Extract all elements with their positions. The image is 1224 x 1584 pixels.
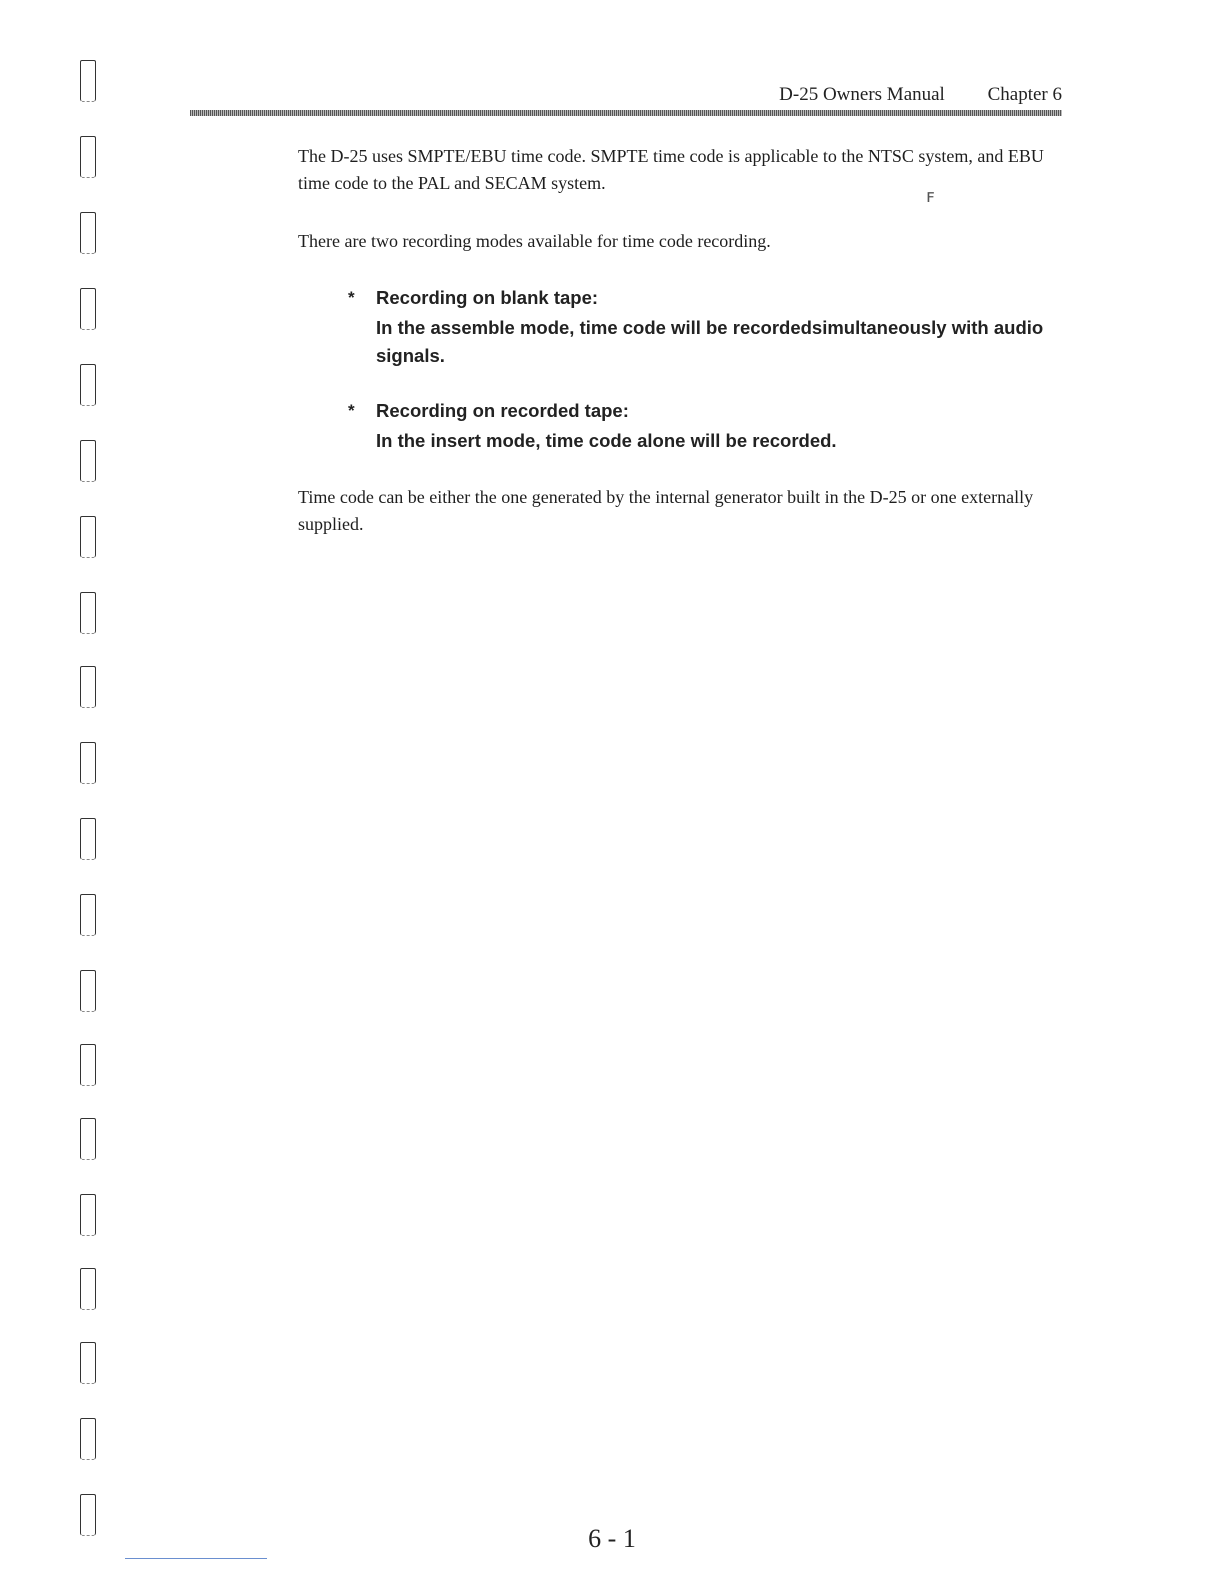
bullet-text: In the insert mode, time code alone will be recorded.: [376, 430, 837, 451]
header-rule: [190, 110, 1062, 116]
punch-hole: [80, 364, 96, 406]
punch-hole: [80, 1342, 96, 1384]
bullet-blank-tape: [348, 284, 1068, 370]
punch-hole: [80, 288, 96, 330]
running-header: [190, 84, 1062, 106]
punch-hole: [80, 516, 96, 558]
paragraph-timecode-source: Time code can be either the one generated by the internal generator built in the D-25 or one externally supplied.: [298, 487, 1034, 534]
punch-hole: [80, 592, 96, 634]
chapter-label: Chapter 6: [987, 84, 1062, 105]
paragraph-timecode-standards: The D-25 uses SMPTE/EBU time code. SMPTE time code is applicable to the NTSC system, and EBU time code to the PAL and SECAM system.: [298, 146, 1044, 193]
punch-hole: [80, 818, 96, 860]
punch-hole: [80, 60, 96, 102]
bottom-scan-line: [125, 1558, 267, 1559]
punch-hole: [80, 1118, 96, 1160]
bullet-marker: *: [348, 401, 355, 420]
punch-hole: [80, 894, 96, 936]
punch-hole: [80, 1194, 96, 1236]
bullet-heading: Recording on blank tape:: [376, 287, 599, 308]
punch-hole: [80, 1268, 96, 1310]
punch-hole: [80, 212, 96, 254]
manual-title: D-25 Owners Manual: [779, 84, 945, 105]
bullet-text: In the assemble mode, time code will be recordedsimultaneously with audio signals.: [376, 317, 1044, 366]
paragraph-recording-modes: There are two recording modes available for time code recording.: [298, 231, 771, 251]
bullet-recorded-tape: [348, 397, 1068, 455]
stray-scan-mark: ꜰ: [926, 186, 935, 206]
punch-hole: [80, 440, 96, 482]
bullet-heading: Recording on recorded tape:: [376, 400, 629, 421]
punch-hole: [80, 136, 96, 178]
punch-hole: [80, 970, 96, 1012]
punch-hole: [80, 742, 96, 784]
punch-hole: [80, 1044, 96, 1086]
punch-hole: [80, 1418, 96, 1460]
page-number: 6 - 1: [588, 1524, 636, 1553]
punch-hole: [80, 666, 96, 708]
bullet-marker: *: [348, 288, 355, 307]
